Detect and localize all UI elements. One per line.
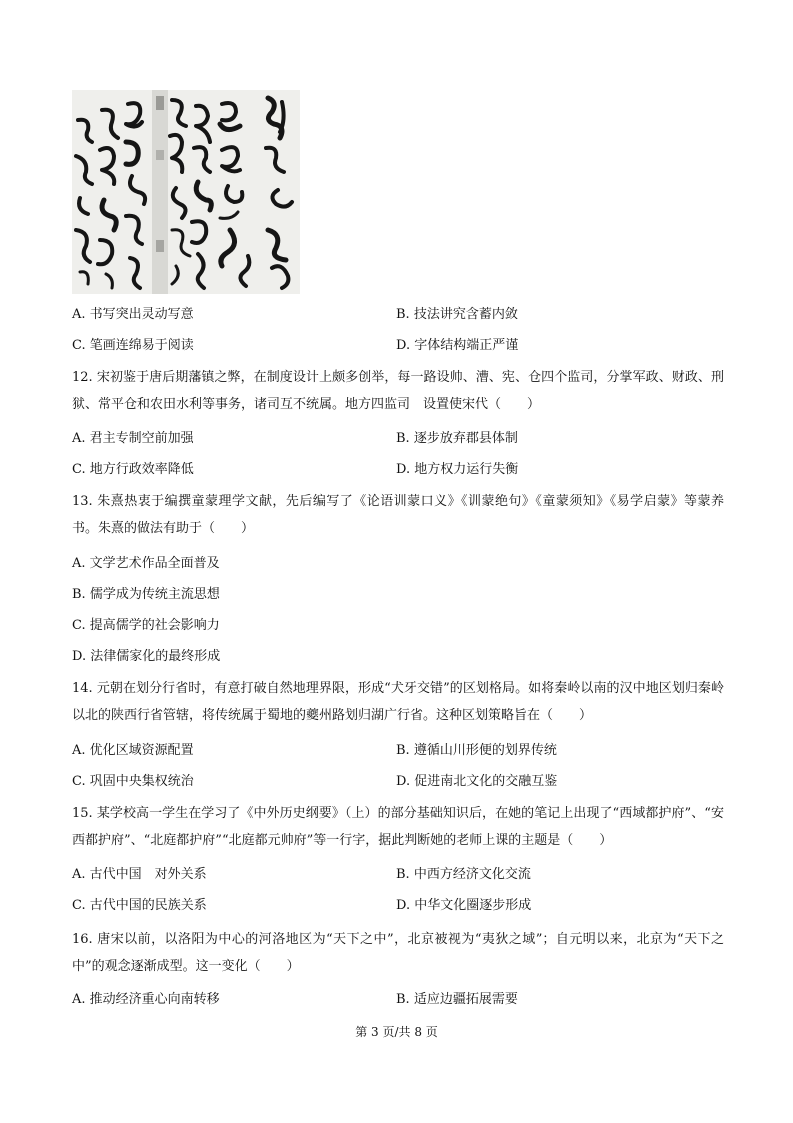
q11-option-b: B. 技法讲究含蓄内敛 bbox=[396, 307, 518, 322]
q13-stem: 13. 朱熹热衷于编撰童蒙理学文献，先后编写了《论语训蒙口义》《训蒙绝句》《童蒙须知》《易学启蒙》等蒙养书。朱熹的做法有助于（ ） bbox=[72, 494, 724, 536]
q14-option-b: B. 遵循山川形便的划界传统 bbox=[396, 743, 557, 758]
q13-option-a: A. 文学艺术作品全面普及 bbox=[72, 556, 220, 571]
q12-option-c: C. 地方行政效率降低 bbox=[72, 462, 194, 477]
q15-option-a: A. 古代中国 对外关系 bbox=[72, 867, 207, 882]
q12-option-d: D. 地方权力运行失衡 bbox=[396, 462, 519, 477]
q12-option-a: A. 君主专制空前加强 bbox=[72, 431, 194, 446]
q11-option-d: D. 字体结构端正严谨 bbox=[396, 338, 519, 353]
q13-option-b: B. 儒学成为传统主流思想 bbox=[72, 587, 220, 602]
q15-option-c: C. 古代中国的民族关系 bbox=[72, 898, 207, 913]
q16-stem: 16. 唐宋以前，以洛阳为中心的河洛地区为“天下之中”，北京被视为“夷狄之域”；自元明以来，北京为“天下之中”的观念逐渐成型。这一变化（ ） bbox=[72, 932, 724, 974]
q16-option-b: B. 适应边疆拓展需要 bbox=[396, 992, 518, 1007]
q11-option-c: C. 笔画连绵易于阅读 bbox=[72, 338, 194, 353]
calligraphy-strokes bbox=[72, 90, 300, 294]
q12-option-b: B. 逐步放弃郡县体制 bbox=[396, 431, 518, 446]
calligraphy-image bbox=[72, 90, 300, 294]
q15-stem: 15. 某学校高一学生在学习了《中外历史纲要》（上）的部分基础知识后，在她的笔记上出现了“西域都护府”、“安西都护府”、“北庭都护府”“北庭都元帅府”等一行字，据此判断她的老师上课的主题是（ ） bbox=[72, 806, 724, 848]
q13-option-d: D. 法律儒家化的最终形成 bbox=[72, 649, 221, 664]
q16-option-a: A. 推动经济重心向南转移 bbox=[72, 992, 220, 1007]
q14-option-d: D. 促进南北文化的交融互鉴 bbox=[396, 774, 558, 789]
q11-option-a: A. 书写突出灵动写意 bbox=[72, 307, 194, 322]
q14-option-a: A. 优化区域资源配置 bbox=[72, 743, 194, 758]
q15-option-b: B. 中西方经济文化交流 bbox=[396, 867, 531, 882]
q14-stem: 14. 元朝在划分行省时，有意打破自然地理界限，形成“犬牙交错”的区划格局。如将秦岭以南的汉中地区划归秦岭以北的陕西行省管辖，将传统属于蜀地的夔州路划归湖广行省。这种区划策略旨在（ ） bbox=[72, 681, 724, 723]
q12-stem: 12. 宋初鉴于唐后期藩镇之弊，在制度设计上颇多创举，每一路设帅、漕、宪、仓四个监司，分掌军政、财政、刑狱、常平仓和农田水利等事务，诸司互不统属。地方四监司 设置使宋代（ ） bbox=[72, 370, 724, 412]
q14-option-c: C. 巩固中央集权统治 bbox=[72, 774, 194, 789]
page-footer: 第 3 页/共 8 页 bbox=[355, 1025, 438, 1039]
q15-option-d: D. 中华文化圈逐步形成 bbox=[396, 898, 532, 913]
q13-option-c: C. 提高儒学的社会影响力 bbox=[72, 618, 220, 633]
